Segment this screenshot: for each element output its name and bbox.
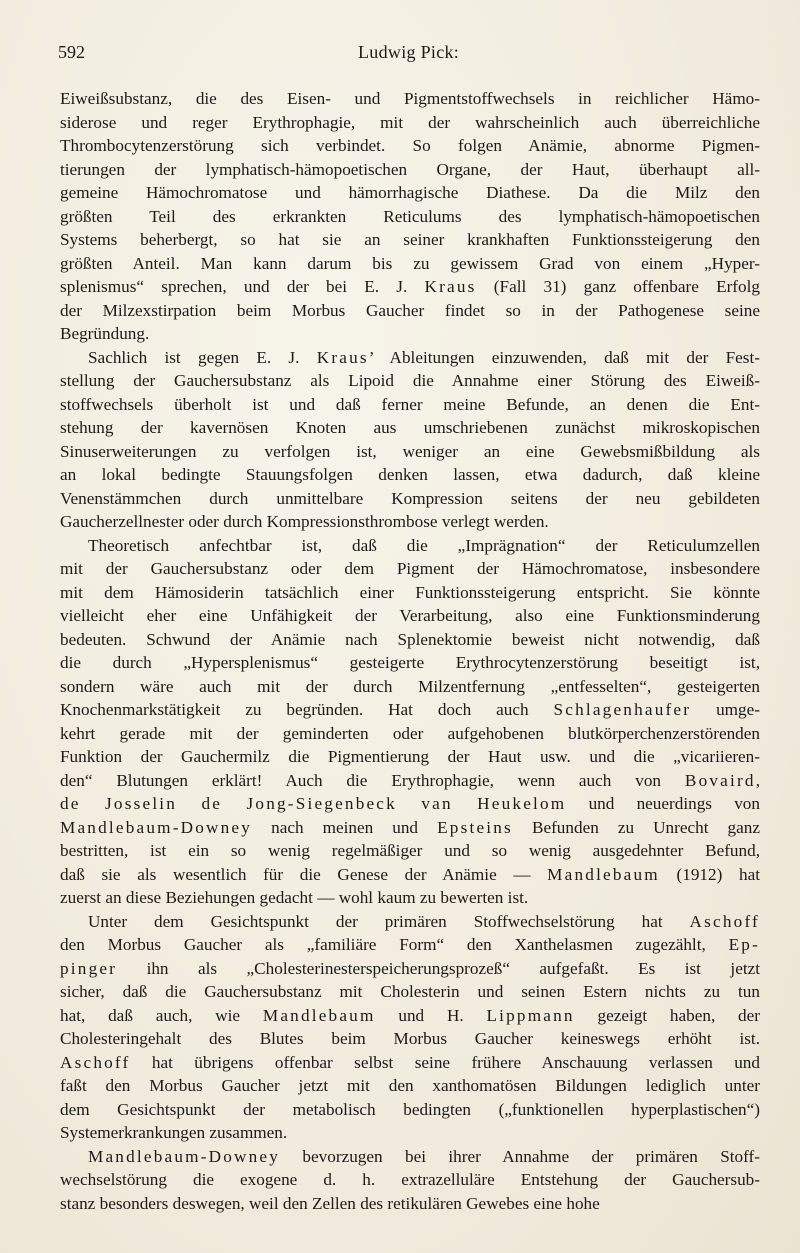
text-segment: gemeine Hämochromatose und hämorrhagische Diathese. Da die Milz den — [60, 183, 760, 202]
text-segment: (Fall 31) ganz offenbare Erfolg — [476, 277, 760, 296]
text-line — [60, 1192, 760, 1216]
text-segment: Thrombocytenzerstörung sich verbindet. So folgen Anämie, abnorme Pigmen- — [60, 136, 760, 155]
text-line — [60, 698, 760, 722]
text-segment: vielleicht eher eine Unfähigkeit der Verarbeitung, also eine Funktionsminderung — [60, 606, 760, 625]
text-line — [60, 440, 760, 464]
text-line — [60, 181, 760, 205]
text-line — [60, 1074, 760, 1098]
text-line — [60, 651, 760, 675]
text-segment: , — [755, 770, 760, 790]
text-line — [60, 322, 760, 346]
text-line — [60, 581, 760, 605]
text-line — [60, 205, 760, 229]
text-segment: wechselstörung die exogene d. h. extrazelluläre Entstehung der Gauchersub- — [60, 1170, 760, 1189]
text-segment: Unter dem Gesichtspunkt der primären Stoffwechselstörung hat — [88, 911, 690, 931]
text-line — [60, 228, 760, 252]
text-segment: Knochenmarkstätigkeit zu begründen. Hat doch auch — [60, 700, 554, 719]
body-text — [60, 87, 760, 1215]
spaced-name: pinger — [60, 958, 118, 978]
text-line — [60, 487, 760, 511]
text-line — [60, 252, 760, 276]
spaced-name: Mandlebaum-Downey — [88, 1146, 281, 1166]
text-segment: stoffwechsels überholt ist und daß ferner meine Befunde, an denen die Ent- — [60, 394, 760, 414]
text-line — [60, 1098, 760, 1122]
text-line — [60, 463, 760, 487]
text-segment: den“ Blutungen erklärt! Auch die Erythrophagie, wenn auch von — [60, 770, 685, 790]
text-segment: und H. — [375, 1005, 487, 1025]
page-number: 592 — [58, 42, 85, 62]
spaced-name: Aschoff — [689, 911, 760, 931]
spaced-name: Bovaird — [684, 770, 756, 790]
text-line — [60, 910, 760, 934]
text-segment: größten Anteil. Man kann darum bis zu gewissem Grad von einem „Hyper- — [60, 253, 760, 273]
text-segment: bestritten, ist ein so wenig regelmäßiger und so wenig ausgedehnter Befund, — [60, 841, 760, 860]
text-segment: an lokal bedingte Stauungsfolgen denken lassen, etwa dadurch, daß kleine — [60, 465, 760, 484]
text-segment: mit dem Hämosiderin tatsächlich einer Funktionssteigerung entspricht. Sie könnte — [60, 582, 760, 602]
text-segment: splenismus“ sprechen, und der bei E. J. — [60, 277, 425, 296]
text-line — [60, 534, 760, 558]
text-segment: Begründung. — [60, 324, 150, 343]
text-segment: Sachlich ist gegen E. J. — [88, 347, 317, 367]
text-line — [60, 957, 760, 981]
spaced-name: Mandlebaum — [547, 864, 660, 884]
text-segment: mit der Gauchersubstanz oder dem Pigment der Hämochromatose, insbesondere — [60, 559, 760, 578]
text-segment: Venenstämmchen durch unmittelbare Kompression seitens der neu gebildeten — [60, 488, 760, 508]
spaced-name: Kraus — [316, 347, 369, 367]
text-line — [60, 87, 760, 111]
text-segment: sicher, daß die Gauchersubstanz mit Cholesterin und seinen Estern nichts zu tun — [60, 982, 760, 1001]
text-line — [60, 158, 760, 182]
text-segment: zuerst an diese Beziehungen gedacht — wohl kaum zu bewerten ist. — [60, 888, 529, 907]
text-line — [60, 675, 760, 699]
text-line — [60, 863, 760, 887]
text-segment: (1912) hat — [659, 864, 760, 884]
text-segment: kehrt gerade mit der geminderten oder aufgehobenen blutkörperchenzerstörenden — [60, 723, 760, 743]
paragraph — [60, 346, 760, 534]
text-segment: nach meinen und — [252, 817, 438, 837]
spaced-name: de Josselin de Jong-Siegenbeck van Heukelom — [60, 794, 567, 813]
text-line — [60, 769, 760, 793]
text-segment: hat, daß auch, wie — [60, 1005, 263, 1025]
text-line — [60, 1027, 760, 1051]
text-segment: Systemerkrankungen zusammen. — [60, 1123, 288, 1142]
spaced-name: Mandlebaum — [262, 1005, 376, 1025]
text-line — [60, 275, 760, 299]
text-segment: ’ Ableitungen einzuwenden, daß mit der Fest- — [368, 347, 760, 367]
spaced-name: Kraus — [424, 277, 477, 296]
text-segment: Funktion der Gauchermilz die Pigmentierung der Haut usw. und die „vicariieren- — [60, 747, 760, 766]
text-segment: tierungen der lymphatisch-hämopoetischen Organe, der Haut, überhaupt all- — [60, 159, 760, 179]
spaced-name: Epsteins — [437, 817, 513, 837]
text-segment: dem Gesichtspunkt der metabolisch bedingten („funktionellen hyperplastischen“) — [60, 1099, 760, 1119]
text-segment: daß sie als wesentlich für die Genese der Anämie — — [60, 864, 548, 884]
text-line — [60, 111, 760, 135]
text-line — [60, 886, 760, 910]
text-segment: stanz besonders deswegen, weil den Zellen des retikulären Gewebes eine hohe — [60, 1193, 600, 1213]
spaced-name: Aschoff — [60, 1052, 131, 1072]
text-line — [60, 134, 760, 158]
running-head — [58, 42, 760, 68]
text-line — [60, 369, 760, 393]
text-line — [60, 628, 760, 652]
text-line — [60, 510, 760, 534]
text-line — [60, 1121, 760, 1145]
text-segment: faßt den Morbus Gaucher jetzt mit den xanthomatösen Bildungen lediglich unter — [60, 1076, 760, 1095]
text-segment: den Morbus Gaucher als „familiäre Form“ den Xanthelasmen zugezählt, — [60, 935, 729, 954]
text-segment: sondern wäre auch mit der durch Milzentfernung „entfesselten“, gesteigerten — [60, 676, 760, 696]
text-segment: stehung der kavernösen Knoten aus umschriebenen zunächst mikroskopischen — [60, 418, 760, 437]
text-line — [60, 933, 760, 957]
text-segment: Systems beherbergt, so hat sie an seiner krankhaften Funktionssteigerung den — [60, 230, 760, 249]
text-segment: bedeuten. Schwund der Anämie nach Splenektomie beweist nicht notwendig, daß — [60, 629, 760, 649]
text-line — [60, 299, 760, 323]
text-line — [60, 346, 760, 370]
text-segment: größten Teil des erkrankten Reticulums des lymphatisch-hämopoetischen — [60, 206, 760, 226]
text-segment: Gaucherzellnester oder durch Kompressionsthrombose verlegt werden. — [60, 512, 549, 531]
text-segment: Sinuserweiterungen zu verfolgen ist, weniger an eine Gewebsmißbildung als — [60, 441, 760, 461]
text-line — [60, 604, 760, 628]
text-segment: Befunden zu Unrecht ganz — [512, 817, 760, 837]
text-segment: ihn als „Cholesterinesterspeicherungsprozeß“ aufgefaßt. Es ist jetzt — [117, 958, 760, 978]
text-segment: bevorzugen bei ihrer Annahme der primären Stoff- — [280, 1146, 760, 1166]
text-segment: hat übrigens offenbar selbst seine frühere Anschauung verlassen und — [130, 1052, 760, 1072]
text-segment: die durch „Hypersplenismus“ gesteigerte Erythrocytenzerstörung beseitigt ist, — [60, 653, 760, 672]
text-segment: gezeigt haben, der — [574, 1005, 760, 1025]
text-line — [60, 393, 760, 417]
spaced-name: Ep- — [728, 935, 760, 954]
paragraph — [60, 910, 760, 1145]
text-segment: stellung der Gauchersubstanz als Lipoid die Annahme einer Störung des Eiweiß- — [60, 371, 760, 390]
text-segment: Eiweißsubstanz, die des Eisen- und Pigmentstoffwechsels in reichlicher Hämo- — [60, 89, 760, 108]
text-line — [60, 1051, 760, 1075]
text-line — [60, 792, 760, 816]
text-segment: der Milzexstirpation beim Morbus Gaucher findet so in der Pathogenese seine — [60, 300, 760, 320]
paragraph — [60, 534, 760, 910]
text-line — [60, 839, 760, 863]
spaced-name: Schlagenhaufer — [553, 700, 692, 719]
text-segment: und neuerdings von — [566, 794, 760, 813]
text-line — [60, 745, 760, 769]
paragraph — [60, 1145, 760, 1216]
running-title: Ludwig Pick: — [358, 42, 460, 62]
text-segment: siderose und reger Erythrophagie, mit der wahrscheinlich auch überreichliche — [60, 112, 760, 132]
text-line — [60, 557, 760, 581]
spaced-name: Mandlebaum-Downey — [60, 817, 253, 837]
text-line — [60, 980, 760, 1004]
text-line — [60, 1168, 760, 1192]
text-line — [60, 816, 760, 840]
spaced-name: Lippmann — [486, 1005, 575, 1025]
text-line — [60, 1004, 760, 1028]
paragraph — [60, 87, 760, 346]
text-line — [60, 416, 760, 440]
text-segment: Cholesteringehalt des Blutes beim Morbus Gaucher keineswegs erhöht ist. — [60, 1029, 760, 1048]
text-line — [60, 722, 760, 746]
text-line — [60, 1145, 760, 1169]
text-segment: umge- — [691, 700, 760, 719]
text-segment: Theoretisch anfechtbar ist, daß die „Imprägnation“ der Reticulumzellen — [88, 535, 760, 555]
